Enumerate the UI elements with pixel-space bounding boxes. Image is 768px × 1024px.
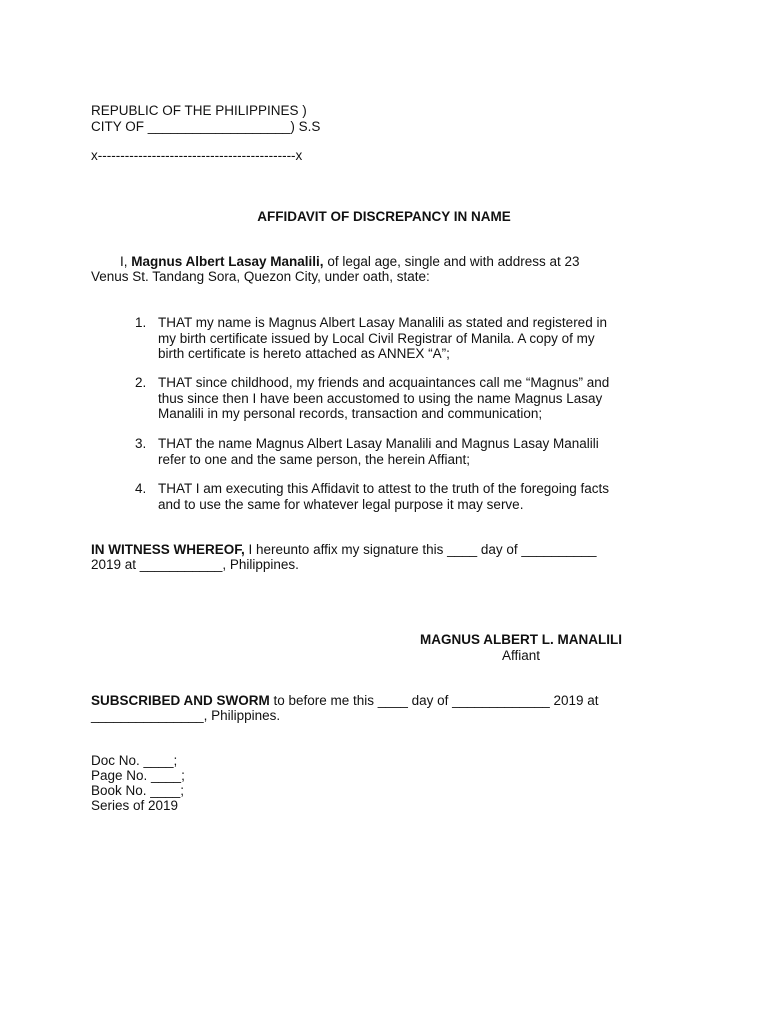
witness-bold: IN WITNESS WHEREOF, <box>91 542 245 557</box>
clause-line: thus since then I have been accustomed to using the name Magnus Lasay <box>158 390 603 406</box>
clause-line: THAT my name is Magnus Albert Lasay Manalili as stated and registered in <box>158 315 607 330</box>
clause-line: and to use the same for whatever legal purpose it may serve. <box>158 496 524 512</box>
witness-rest: I hereunto affix my signature this ____ day of __________ <box>244 542 597 557</box>
witness-line-1 <box>91 542 597 558</box>
clause-line: my birth certificate issued by Local Civil Registrar of Manila. A copy of my <box>158 330 595 346</box>
notary-doc-no: Doc No. ____; <box>91 753 178 768</box>
clause-line: refer to one and the same person, the herein Affiant; <box>158 451 470 467</box>
header-city: CITY OF ___________________) S.S <box>91 119 321 134</box>
clause-line: Manalili in my personal records, transaction and communication; <box>158 406 543 421</box>
intro-prefix: I, <box>120 254 132 269</box>
clause-line: THAT the name Magnus Albert Lasay Manalili and Magnus Lasay Manalili <box>158 436 599 451</box>
affiant-role: Affiant <box>501 647 541 663</box>
signature-block <box>405 632 637 663</box>
affiant-signature-name: MAGNUS ALBERT L. MANALILI <box>420 632 622 647</box>
sworn-line-2: _______________, Philippines. <box>91 708 281 723</box>
clause-line: THAT since childhood, my friends and acquaintances call me “Magnus” and <box>158 375 610 390</box>
clause-number: 1. <box>135 315 147 330</box>
sworn-line-1 <box>91 693 599 709</box>
notary-book-no: Book No. ____; <box>91 783 185 798</box>
affiant-name-bold: Magnus Albert Lasay Manalili, <box>131 254 324 269</box>
clause-number: 2. <box>135 375 147 390</box>
header-separator: x--------------------------------------------x <box>91 148 303 163</box>
witness-line-2: 2019 at ___________, Philippines. <box>91 557 299 572</box>
intro-rest: of legal age, single and with address at 23 <box>323 254 580 269</box>
sworn-rest: to before me this ____ day of _____________ 2019 at <box>269 693 599 708</box>
sworn-bold: SUBSCRIBED AND SWORM <box>91 693 270 708</box>
intro-line-1 <box>120 254 579 270</box>
document-title: AFFIDAVIT OF DISCREPANCY IN NAME <box>257 209 511 224</box>
header-republic: REPUBLIC OF THE PHILIPPINES ) <box>91 103 307 118</box>
intro-line-2: Venus St. Tandang Sora, Quezon City, under oath, state: <box>91 269 430 284</box>
clause-line: THAT I am executing this Affidavit to attest to the truth of the foregoing facts <box>158 481 609 496</box>
clause-number: 4. <box>135 481 147 496</box>
clause-number: 3. <box>135 436 147 451</box>
notary-series: Series of 2019 <box>91 798 179 813</box>
clause-line: birth certificate is hereto attached as ANNEX “A”; <box>158 346 450 361</box>
notary-page-no: Page No. ____; <box>91 768 185 783</box>
